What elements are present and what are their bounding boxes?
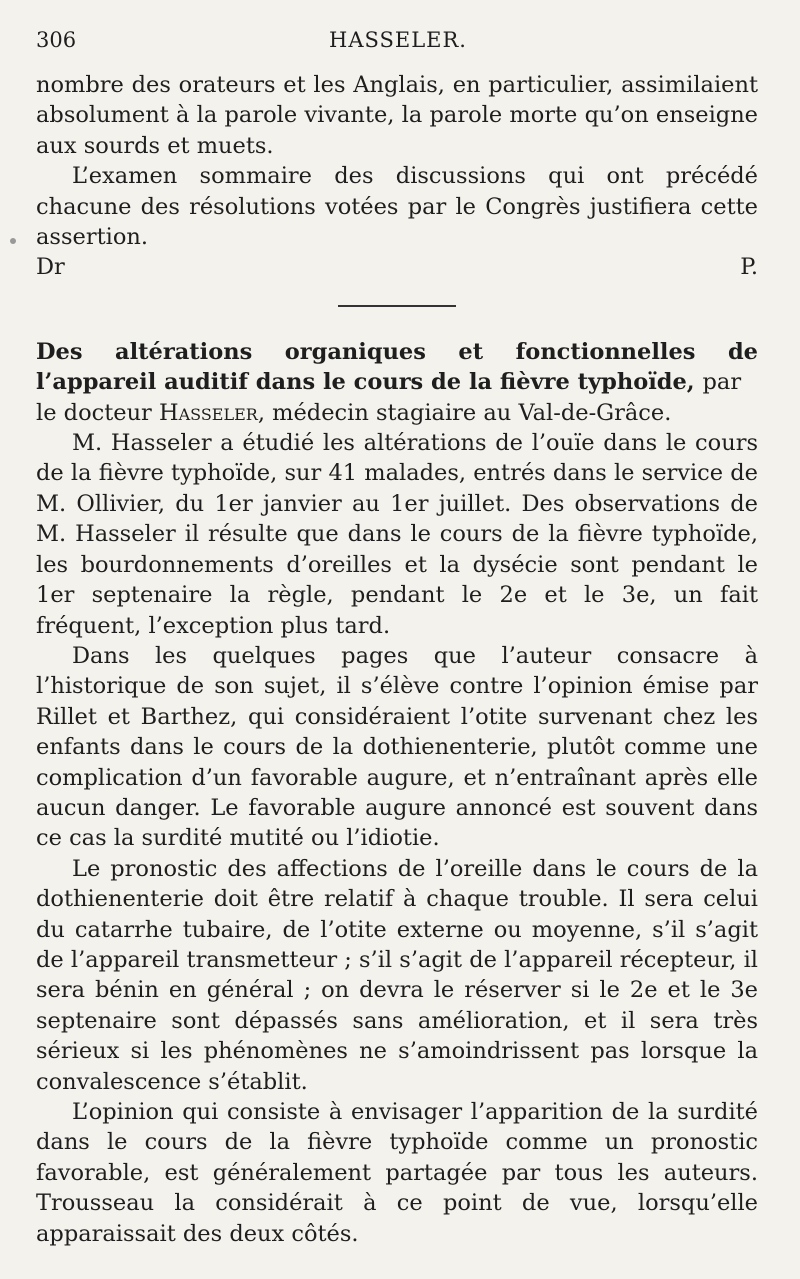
author-name: Hasseler xyxy=(158,399,258,426)
section-divider xyxy=(338,305,456,307)
section-title-suffix: par xyxy=(702,369,742,396)
byline-prefix: le docteur xyxy=(36,399,152,426)
body-text xyxy=(36,70,758,1249)
byline-suffix: , médecin stagiaire au Val-de-Grâce. xyxy=(257,399,672,426)
signature: Dr P. xyxy=(36,254,758,281)
section-byline xyxy=(36,398,758,428)
running-head: HASSELER. xyxy=(329,28,467,52)
section-title: Des altérations organiques et fonctionnelles de l’appareil auditif dans le cours de la fièvre typhoïde, xyxy=(36,338,758,396)
intro-paragraph-continued: nombre des orateurs et les Anglais, en particulier, assimilaient absolument à la parole vivante, la parole morte qu’on enseigne aux sourds et muets. xyxy=(36,72,758,159)
intro-paragraph: L’examen sommaire des discussions qui ont précédé chacune des résolutions votées par le Congrès justifiera cette assertion. xyxy=(36,163,758,251)
body-paragraph: Le pronostic des affections de l’oreille dans le cours de la dothienenterie doit être relatif à chaque trouble. Il sera celui du catarrhe tubaire, de l’otite externe ou moyenne, s’il s’agit de l’appareil transmetteur ; s’il s’agit de l’appareil récepteur, il sera bénin en général ; on devra le réserver si le 2e et le 3e septenaire sont dépassés sans amélioration, et il sera très sérieux si les phénomènes ne s’amoindrissent pas lorsque la convalescence s’établit. xyxy=(36,855,758,1095)
page-number: 306 xyxy=(36,28,77,52)
section-heading xyxy=(36,337,758,398)
body-paragraph: L’opinion qui consiste à envisager l’apparition de la surdité dans le cours de la fièvre typhoïde comme un pronostic favorable, est généralement partagée par tous les auteurs. Trousseau la considérait à ce point de vue, lorsqu’elle apparaissait des deux côtés. xyxy=(36,1099,758,1247)
intro-signature-line xyxy=(36,252,758,282)
body-paragraph: M. Hasseler a étudié les altérations de l’ouïe dans le cours de la fièvre typhoïde, sur 41 malades, entrés dans le service de M. Ollivier, du 1er janvier au 1er juillet. Des observations de M. Hasseler il résulte que dans le cours de la fièvre typhoïde, les bourdonnements d’oreilles et la dysécie sont pendant le 1er septenaire la règle, pendant le 2e et le 3e, un fait fréquent, l’exception plus tard. xyxy=(36,430,758,639)
margin-ink-dot xyxy=(10,238,16,244)
body-paragraph: Dans les quelques pages que l’auteur consacre à l’historique de son sujet, il s’élève contre l’opinion émise par Rillet et Barthez, qui considéraient l’otite survenant chez les enfants dans le cours de la dothienenterie, plutôt comme une complication d’un favorable augure, et n’entraînant après elle aucun danger. Le favorable augure annoncé est souvent dans ce cas la surdité mutité ou l’idiotie. xyxy=(36,642,758,852)
page-header xyxy=(36,28,760,62)
